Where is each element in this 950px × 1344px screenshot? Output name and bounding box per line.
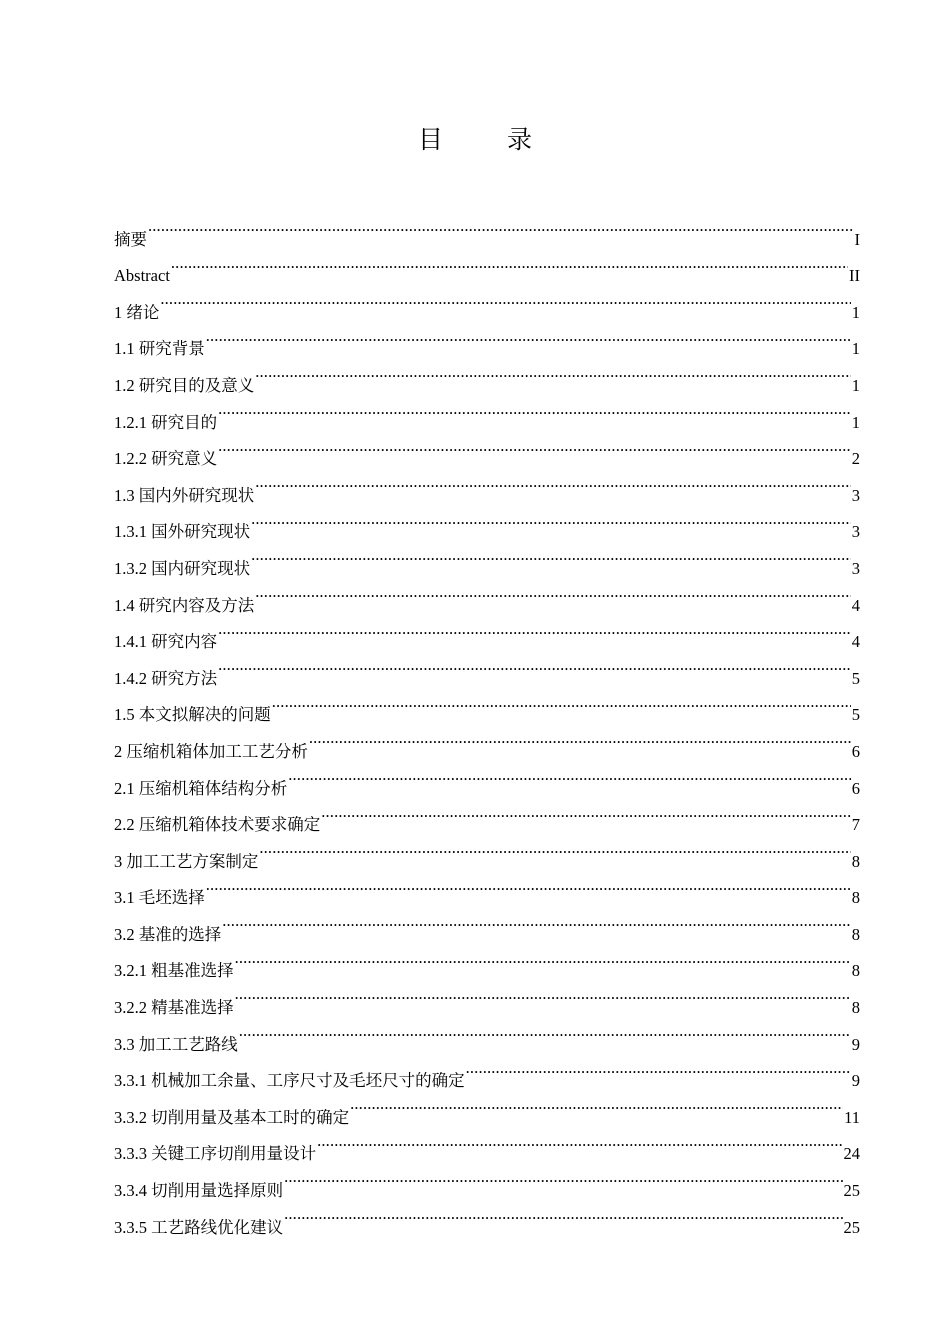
toc-dot-leader (222, 903, 851, 940)
toc-entry[interactable] (114, 428, 860, 469)
toc-dot-leader (255, 354, 851, 391)
toc-entry-page-number: 1 (851, 302, 860, 322)
toc-entry-page-number: 9 (851, 1071, 860, 1091)
toc-entry-text: 3.2 基准的选择 (114, 924, 222, 944)
toc-entry-text: 1.3 国内外研究现状 (114, 485, 255, 505)
toc-entry[interactable] (114, 940, 860, 981)
toc-dot-leader (255, 464, 851, 501)
toc-entry-page-number: 8 (851, 888, 860, 908)
toc-entry[interactable] (114, 391, 860, 432)
toc-entry-page-number: 25 (843, 1181, 860, 1201)
toc-entry-text: 1.2.1 研究目的 (114, 412, 218, 432)
toc-entry-text: 1.2 研究目的及意义 (114, 375, 255, 395)
toc-entry[interactable] (114, 245, 860, 286)
toc-dot-leader (160, 281, 850, 318)
toc-entry-page-number: 8 (851, 961, 860, 981)
toc-entry-page-number: 4 (851, 632, 860, 652)
toc-entry-page-number: 1 (851, 412, 860, 432)
toc-entry-page-number: 5 (851, 668, 860, 688)
toc-dot-leader (309, 720, 851, 757)
toc-dot-leader (239, 1013, 851, 1050)
toc-entry-text: 2.2 压缩机箱体技术要求确定 (114, 815, 321, 835)
toc-dot-leader (206, 867, 851, 904)
toc-entry-text: 1 绪论 (114, 302, 160, 322)
toc-entry-page-number: 25 (843, 1217, 860, 1237)
toc-entry[interactable] (114, 867, 860, 908)
toc-entry-page-number: 11 (844, 1107, 860, 1127)
toc-entry-text: 1.1 研究背景 (114, 339, 205, 359)
toc-dot-leader (321, 794, 851, 831)
toc-entry-text: 3 加工工艺方案制定 (114, 851, 259, 871)
toc-entry-page-number: II (849, 266, 860, 286)
toc-entry-text: 1.3.1 国外研究现状 (114, 522, 251, 542)
toc-entry-text: 3.3 加工工艺路线 (114, 1034, 238, 1054)
toc-entry-page-number: 6 (851, 741, 860, 761)
toc-dot-leader (259, 830, 850, 867)
toc-entry-text: 摘要 (114, 229, 147, 249)
toc-entry-text: 3.1 毛坯选择 (114, 888, 205, 908)
toc-entry[interactable] (114, 354, 860, 395)
toc-title: 目 录 (418, 125, 560, 154)
toc-dot-leader (255, 574, 851, 611)
toc-entry-page-number: 5 (851, 705, 860, 725)
toc-entry-text: 1.4 研究内容及方法 (114, 595, 255, 615)
toc-dot-leader (148, 208, 854, 245)
toc-entry-page-number: 4 (851, 595, 860, 615)
toc-entry-text: 3.3.1 机械加工余量、工序尺寸及毛坯尺寸的确定 (114, 1071, 465, 1091)
toc-entry[interactable] (114, 464, 860, 505)
toc-entry-text: 3.3.3 关键工序切削用量设计 (114, 1144, 317, 1164)
toc-entry-text: Abstract (114, 266, 170, 286)
toc-entry-page-number: 8 (851, 851, 860, 871)
toc-entry-text: 3.3.5 工艺路线优化建议 (114, 1217, 284, 1237)
toc-dot-leader (251, 501, 851, 538)
toc-entry-page-number: 7 (851, 815, 860, 835)
toc-dot-leader (218, 391, 851, 428)
toc-entry[interactable] (114, 647, 860, 688)
toc-entry-page-number: 6 (851, 778, 860, 798)
toc-entry-page-number: 2 (851, 449, 860, 469)
toc-entry-text: 3.3.4 切削用量选择原则 (114, 1181, 284, 1201)
toc-entry-text: 1.4.2 研究方法 (114, 668, 218, 688)
toc-entry-text: 1.4.1 研究内容 (114, 632, 218, 652)
toc-dot-leader (288, 757, 851, 794)
toc-entry-text: 3.2.1 粗基准选择 (114, 961, 234, 981)
toc-dot-leader (218, 611, 851, 648)
toc-entry-page-number: 3 (851, 522, 860, 542)
toc-entry-page-number: 8 (851, 998, 860, 1018)
toc-dot-leader (218, 647, 851, 684)
toc-dot-leader (466, 1050, 851, 1087)
toc-entry-page-number: 9 (851, 1034, 860, 1054)
toc-entry[interactable] (114, 318, 860, 359)
toc-dot-leader (272, 684, 851, 721)
toc-entry-page-number: 3 (851, 558, 860, 578)
toc-entry[interactable] (114, 903, 860, 944)
toc-entry-text: 3.3.2 切削用量及基本工时的确定 (114, 1107, 350, 1127)
toc-entry-text: 2.1 压缩机箱体结构分析 (114, 778, 288, 798)
toc-entry[interactable] (114, 684, 860, 725)
toc-dot-leader (235, 940, 851, 977)
toc-dot-leader (284, 1159, 842, 1196)
toc-entry-text: 1.5 本文拟解决的问题 (114, 705, 271, 725)
toc-entry[interactable] (114, 611, 860, 652)
toc-entry[interactable] (114, 281, 860, 322)
toc-dot-leader (284, 1196, 842, 1233)
toc-entry-page-number: 1 (851, 339, 860, 359)
toc-dot-leader (235, 976, 851, 1013)
toc-entry-page-number: 1 (851, 375, 860, 395)
toc-entry-page-number: 24 (843, 1144, 860, 1164)
toc-dot-leader (206, 318, 851, 355)
toc-entry-text: 1.3.2 国内研究现状 (114, 558, 251, 578)
toc-dot-leader (251, 537, 851, 574)
toc-entry-text: 3.2.2 精基准选择 (114, 998, 234, 1018)
toc-entry-page-number: 3 (851, 485, 860, 505)
toc-entry-page-number: 8 (851, 924, 860, 944)
toc-dot-leader (350, 1086, 843, 1123)
toc-entry-text: 1.2.2 研究意义 (114, 449, 218, 469)
toc-dot-leader (218, 428, 851, 465)
toc-dot-leader (171, 245, 848, 282)
toc-entry[interactable] (114, 208, 860, 249)
toc-entry-text: 2 压缩机箱体加工工艺分析 (114, 741, 308, 761)
toc-dot-leader (317, 1123, 842, 1160)
toc-list (114, 208, 860, 1237)
toc-entry-page-number: I (854, 229, 860, 249)
